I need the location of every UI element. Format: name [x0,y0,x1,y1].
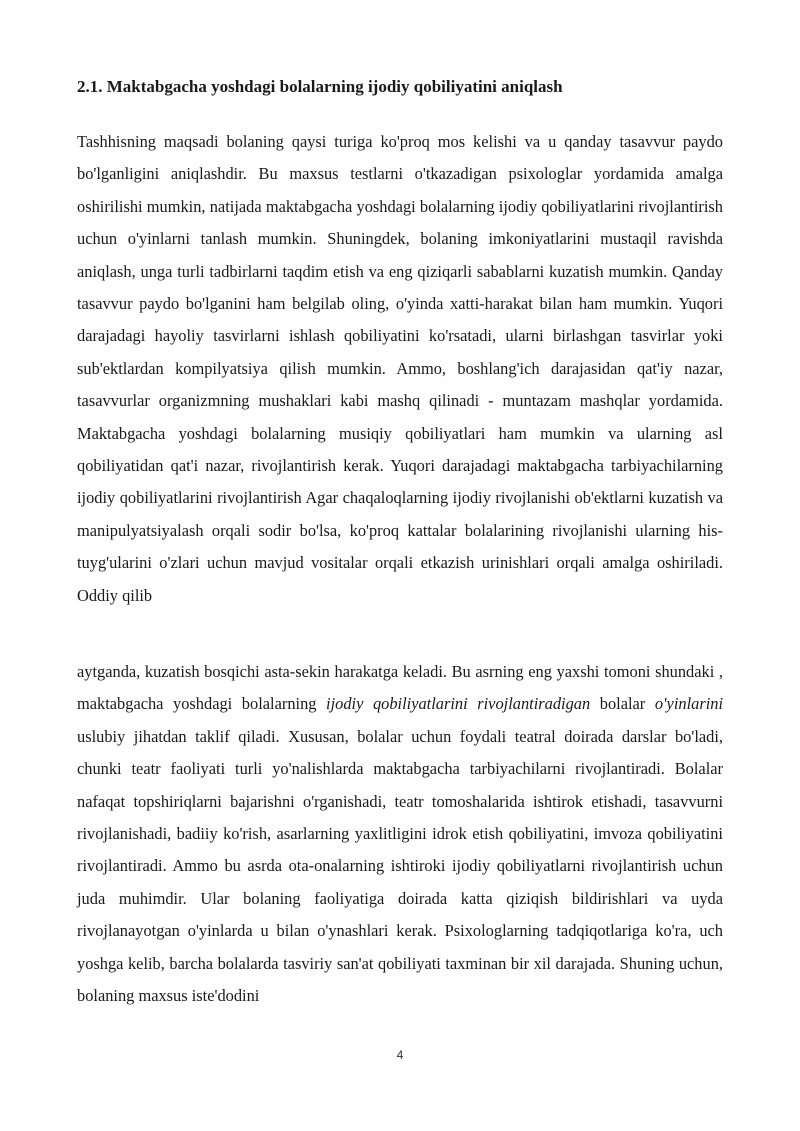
section-heading: 2.1. Maktabgacha yoshdagi bolalarning ijodiy qobiliyatini aniqlash [77,77,563,96]
paragraph-2-italic-2: o'yinlarini [654,694,723,714]
body-paragraph-1: Tashhisning maqsadi bolaning qaysi turiga ko'proq mos kelishi va u qanday tasavvur paydo bo'lganligini aniqlashdir. Bu maxsus testlarni o'tkazadigan psixologlar yordamida amalga oshirilishi mumkin, natijada maktabgacha yoshdagi bolalarning ijodiy qobiliyatlarini rivojlantirish uchun o'yinlarni tanlash mumkin. Shuningdek, bolaning imkoniyatlarini mustaqil ravishda aniqlash, unga turli tadbirlarni taqdim etish va eng qiziqarli sabablarni kuzatish mumkin. Qanday tasavvur paydo bo'lganini ham belgilab oling, o'yinda xatti-harakat bilan ham mumkin. Yuqori darajadagi hayoliy tasvirlarni ishlash qobiliyatini ko'rsatadi, ularni birlashgan tasvirlar yoki sub'ektlardan kompilyatsiya qilish mumkin. Ammo, boshlang'ich darajasidan qat'iy nazar, tasavvurlar organizmning mushaklari kabi mashq qilinadi - muntazam mashqlar yordamida. Maktabgacha yoshdagi bolalarning musiqiy qobiliyatlari ham mumkin va ularning asl qobiliyatidan qat'i nazar, rivojlantirish kerak. Yuqori darajadagi maktabgacha tarbiyachilarning ijodiy qobiliyatlarini rivojlantirish Agar chaqaloqlarning ijodiy rivojlanishi ob'ektlarni kuzatish va manipulyatsiyalash orqali sodir bo'lsa, ko'proq kattalar bolalarining rivojlanishi ularning his-tuyg'ularini o'zlari uchun mavjud vositalar orqali etkazish urinishlari orqali amalga oshiriladi. Oddiy qilib [77,132,723,605]
page-number: 4 [396,1048,404,1062]
body-paragraph-2 [77,656,723,1012]
paragraph-2-text-b: bolalar [590,694,655,714]
paragraph-2-italic-1: ijodiy qobiliyatlarini rivojlantiradigan [326,694,591,714]
paragraph-2-text-a: aytganda, kuzatish bosqichi asta-sekin harakatga keladi. Bu asrning eng yaxshi tomoni shundaki , maktabgacha yoshdagi bolalarning [77,662,723,714]
paragraph-2-text-c: uslubiy jihatdan taklif qiladi. Xususan, bolalar uchun foydali teatral doirada darslar bo'ladi, chunki teatr faoliyati turli yo'nalishlarda maktabgacha tarbiyachilarni rivojlantiradi. Bolalar nafaqat topshiriqlarni bajarishni o'rganishadi, teatr tomoshalarida ishtirok etishadi, tasavvurni rivojlanishadi, badiiy ko'rish, asarlarning yaxlitligini idrok etish qobiliyatini, imvoza qobiliyatini rivojlantiradi. Ammo bu asrda ota-onalarning ishtiroki ijodiy qobiliyatlarni rivojlantirish uchun juda muhimdir. Ular bolaning faoliyatiga doirada katta qiziqish bildirishlari va uyda rivojlanayotgan o'yinlarda u bilan o'ynashlari kerak. Psixologlarning tadqiqotlariga ko'ra, uch yoshga kelib, barcha bolalarda tasviriy san'at qobiliyati taxminan bir xil darajada. Shuning uchun, bolaning maxsus iste'dodini [77,726,723,1006]
